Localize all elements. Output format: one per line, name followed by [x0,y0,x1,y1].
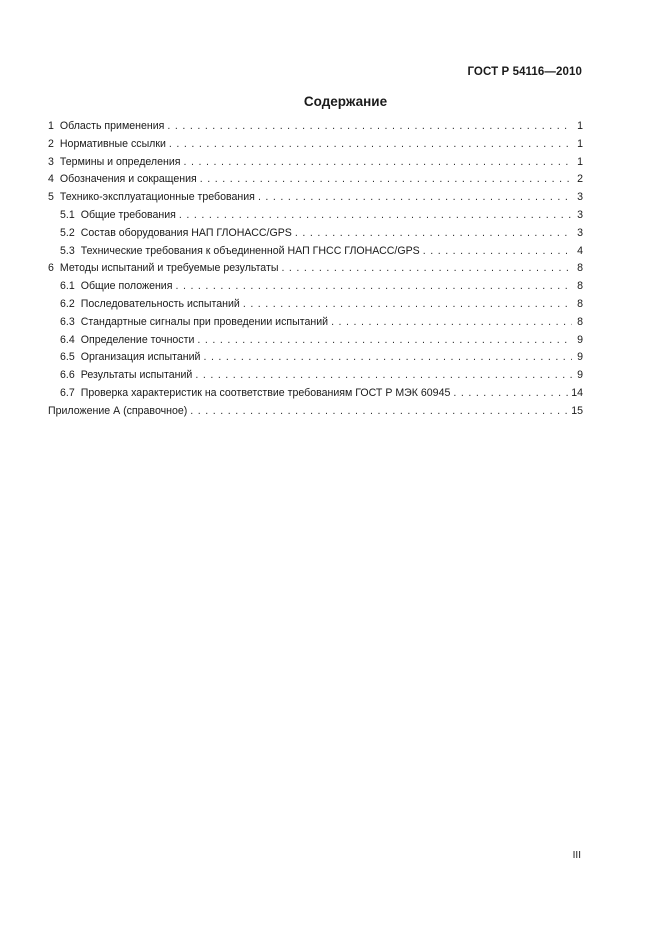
toc-entry-label: Проверка характеристик на соответствие требованиям ГОСТ Р МЭК 60945 [80,386,451,399]
toc-entry[interactable] [48,245,583,263]
toc-entry-number: 4 [48,173,54,186]
toc-entry-label: Стандартные сигналы при проведении испытаний [80,315,329,328]
toc-entry-number: 6.4 [60,333,75,346]
toc-entry[interactable] [48,227,583,245]
toc-entry[interactable] [48,138,583,156]
toc-leader-dots [203,351,572,363]
toc-entry-number: 5.1 [60,208,75,221]
toc-entry-label: Термины и определения [59,155,181,168]
toc-entry-number: 6.3 [60,315,75,328]
toc-entry-page: 1 [577,155,583,168]
toc-entry-page: 8 [577,315,583,328]
toc-leader-dots [175,280,572,292]
toc-entry[interactable] [48,351,583,369]
toc-leader-dots [281,262,572,274]
toc-entry-label: Общие положения [80,280,173,293]
toc-entry-number: 5.3 [60,244,75,257]
toc-entry[interactable] [48,120,583,138]
toc-entry-page: 8 [577,280,583,293]
toc-entry-page: 8 [577,297,583,310]
toc-entry-number: 6.1 [60,280,75,293]
toc-entry-number: 6.6 [60,369,75,382]
toc-entry-label: Состав оборудования НАП ГЛОНАСС/GPS [80,226,292,239]
page-number: III [572,850,581,861]
toc-entry[interactable] [48,191,583,209]
toc-leader-dots [195,369,572,381]
toc-entry-number: 1 [48,120,54,132]
toc-entry-number: 5.2 [60,226,75,239]
toc-entry-page: 9 [577,369,583,382]
toc-entry-page: 15 [571,404,583,417]
toc-entry[interactable] [48,369,583,387]
toc-entry-label: Технические требования к объединенной НАП ГНСС ГЛОНАСС/GPS [80,244,420,257]
toc-entry[interactable] [48,334,583,352]
toc-title: Содержание [303,94,388,109]
toc-entry-page: 8 [577,262,583,275]
toc-entry-label: Методы испытаний и требуемые результаты [59,262,279,275]
document-code: ГОСТ Р 54116—2010 [467,66,582,78]
toc-entry-label: Последовательность испытаний [80,297,240,310]
toc-entry[interactable] [48,262,583,280]
toc-entry-page: 3 [577,208,583,221]
toc-entry[interactable] [48,209,583,227]
toc-entry-page: 9 [577,351,583,364]
toc-entry[interactable] [48,156,583,174]
toc-entry-number: 6 [48,262,54,275]
toc-entry-label: Область применения [59,120,165,132]
toc-leader-dots [331,316,572,328]
toc-entry-label: Общие требования [80,208,176,221]
toc-entry-page: 14 [571,386,583,399]
toc-entry-label: Технико-эксплуатационные требования [59,191,255,204]
table-of-contents [48,120,583,423]
toc-entry-page: 4 [577,244,583,257]
toc-entry[interactable] [48,173,583,191]
toc-entry[interactable] [48,316,583,334]
toc-entry-label: Результаты испытаний [80,369,193,382]
toc-entry-number: 6.7 [60,386,75,399]
toc-entry-page: 3 [577,226,583,239]
toc-entry-number: 3 [48,155,54,168]
toc-entry-appendix[interactable] [48,405,583,423]
toc-entry[interactable] [48,280,583,298]
toc-entry-page: 2 [577,173,583,186]
toc-leader-dots [184,156,572,168]
toc-entry-page: 1 [577,120,583,132]
toc-entry[interactable] [48,298,583,316]
toc-entry-label: Обозначения и сокращения [59,173,197,186]
toc-leader-dots [423,245,572,257]
toc-leader-dots [258,191,572,203]
toc-entry-page: 3 [577,191,583,204]
toc-leader-dots [197,334,572,346]
toc-entry-page: 9 [577,333,583,346]
toc-entry-number: 6.5 [60,351,75,364]
toc-leader-dots [295,227,572,239]
toc-entry-label: Организация испытаний [80,351,201,364]
toc-entry-number: 2 [48,137,54,150]
toc-leader-dots [190,405,568,417]
toc-entry-number: 5 [48,191,54,204]
toc-entry-label: Определение точности [80,333,195,346]
toc-leader-dots [453,387,568,399]
toc-entry[interactable] [48,387,583,405]
toc-leader-dots [200,173,572,185]
toc-leader-dots [243,298,572,310]
toc-entry-label: Нормативные ссылки [59,137,166,150]
toc-leader-dots [179,209,572,221]
toc-entry-page: 1 [577,137,583,150]
toc-leader-dots [167,120,572,132]
toc-entry-label: Приложение А (справочное) [48,404,188,417]
toc-entry-number: 6.2 [60,297,75,310]
toc-leader-dots [169,138,572,150]
